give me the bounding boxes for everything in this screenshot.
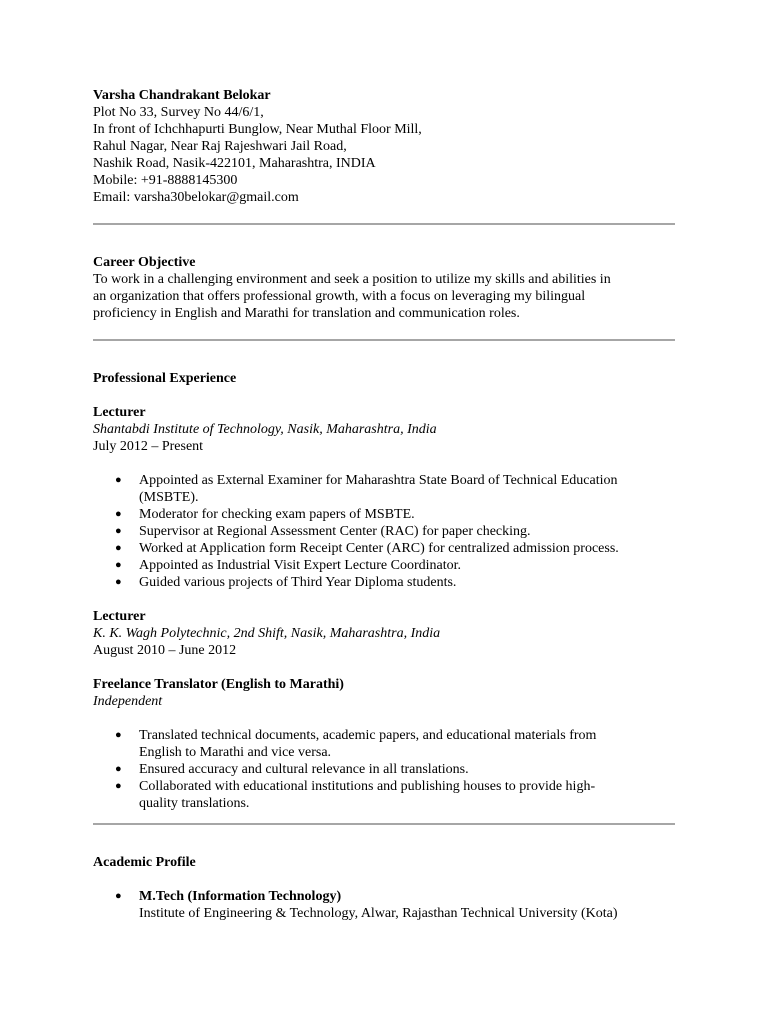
address-line-1: Plot No 33, Survey No 44/6/1, bbox=[93, 105, 264, 120]
list-item-text: Ensured accuracy and cultural relevance in all translations. bbox=[139, 762, 469, 777]
academic-section bbox=[93, 854, 675, 922]
email-address: Email: varsha30belokar@gmail.com bbox=[93, 190, 299, 205]
list-item bbox=[93, 574, 675, 591]
degree-institute: Institute of Engineering & Technology, Alwar, Rajasthan Technical University (Kota) bbox=[139, 906, 618, 921]
list-item-text: Translated technical documents, academic papers, and educational materials from bbox=[139, 728, 597, 743]
candidate-name: Varsha Chandrakant Belokar bbox=[93, 88, 271, 103]
address-line-3: Rahul Nagar, Near Raj Rajeshwari Jail Road, bbox=[93, 139, 347, 154]
degree-title: M.Tech (Information Technology) bbox=[139, 889, 342, 904]
job-title: Lecturer bbox=[93, 405, 146, 420]
list-item bbox=[93, 888, 675, 922]
bullet-icon: ● bbox=[115, 890, 122, 902]
contact-block bbox=[93, 87, 675, 206]
list-item-text: Appointed as External Examiner for Maharashtra State Board of Technical Education bbox=[139, 473, 618, 488]
resume-page bbox=[93, 87, 675, 922]
list-item-text: (MSBTE). bbox=[139, 490, 199, 505]
list-item bbox=[93, 540, 675, 557]
list-item bbox=[93, 778, 675, 812]
address-line-2: In front of Ichchhapurti Bunglow, Near Muthal Floor Mill, bbox=[93, 122, 422, 137]
job-entry bbox=[93, 404, 675, 591]
job-dates: August 2010 – June 2012 bbox=[93, 643, 237, 658]
bullet-icon: ● bbox=[115, 559, 122, 571]
job-organization: Independent bbox=[93, 694, 163, 709]
list-item bbox=[93, 523, 675, 540]
list-item bbox=[93, 472, 675, 506]
academic-heading: Academic Profile bbox=[93, 855, 196, 870]
job-entry bbox=[93, 676, 675, 812]
bullet-icon: ● bbox=[115, 542, 122, 554]
address-line-4: Nashik Road, Nasik-422101, Maharashtra, INDIA bbox=[93, 156, 376, 171]
list-item-text: quality translations. bbox=[139, 796, 250, 811]
list-item-text: Guided various projects of Third Year Diploma students. bbox=[139, 575, 457, 590]
bullet-icon: ● bbox=[115, 474, 122, 486]
list-item bbox=[93, 557, 675, 574]
bullet-icon: ● bbox=[115, 525, 122, 537]
objective-line-1: To work in a challenging environment and seek a position to utilize my skills and abilities in bbox=[93, 272, 611, 287]
job-title: Freelance Translator (English to Marathi) bbox=[93, 677, 344, 692]
bullet-icon: ● bbox=[115, 508, 122, 520]
job-title: Lecturer bbox=[93, 609, 146, 624]
job-organization: Shantabdi Institute of Technology, Nasik, Maharashtra, India bbox=[93, 422, 437, 437]
objective-line-2: an organization that offers professional growth, with a focus on leveraging my bilingual bbox=[93, 289, 586, 304]
list-item-text: Collaborated with educational institutions and publishing houses to provide high- bbox=[139, 779, 596, 794]
experience-heading: Professional Experience bbox=[93, 371, 237, 386]
job-duties-list bbox=[93, 472, 675, 591]
list-item bbox=[93, 506, 675, 523]
list-item-text: Appointed as Industrial Visit Expert Lecture Coordinator. bbox=[139, 558, 461, 573]
list-item-text: English to Marathi and vice versa. bbox=[139, 745, 332, 760]
experience-section bbox=[93, 370, 675, 812]
list-item bbox=[93, 761, 675, 778]
bullet-icon: ● bbox=[115, 576, 122, 588]
list-item bbox=[93, 727, 675, 761]
bullet-icon: ● bbox=[115, 729, 122, 741]
list-item-text: Supervisor at Regional Assessment Center (RAC) for paper checking. bbox=[139, 524, 531, 539]
job-duties-list bbox=[93, 727, 675, 812]
objective-line-3: proficiency in English and Marathi for translation and communication roles. bbox=[93, 306, 520, 321]
mobile-number: Mobile: +91-8888145300 bbox=[93, 173, 238, 188]
academic-list bbox=[93, 888, 675, 922]
list-item-text: Worked at Application form Receipt Center (ARC) for centralized admission process. bbox=[139, 541, 619, 556]
job-organization: K. K. Wagh Polytechnic, 2nd Shift, Nasik, Maharashtra, India bbox=[93, 626, 441, 641]
bullet-icon: ● bbox=[115, 763, 122, 775]
job-dates: July 2012 – Present bbox=[93, 439, 204, 454]
objective-section bbox=[93, 254, 675, 322]
bullet-icon: ● bbox=[115, 780, 122, 792]
job-entry bbox=[93, 608, 675, 659]
list-item-text: Moderator for checking exam papers of MSBTE. bbox=[139, 507, 415, 522]
objective-heading: Career Objective bbox=[93, 255, 196, 270]
